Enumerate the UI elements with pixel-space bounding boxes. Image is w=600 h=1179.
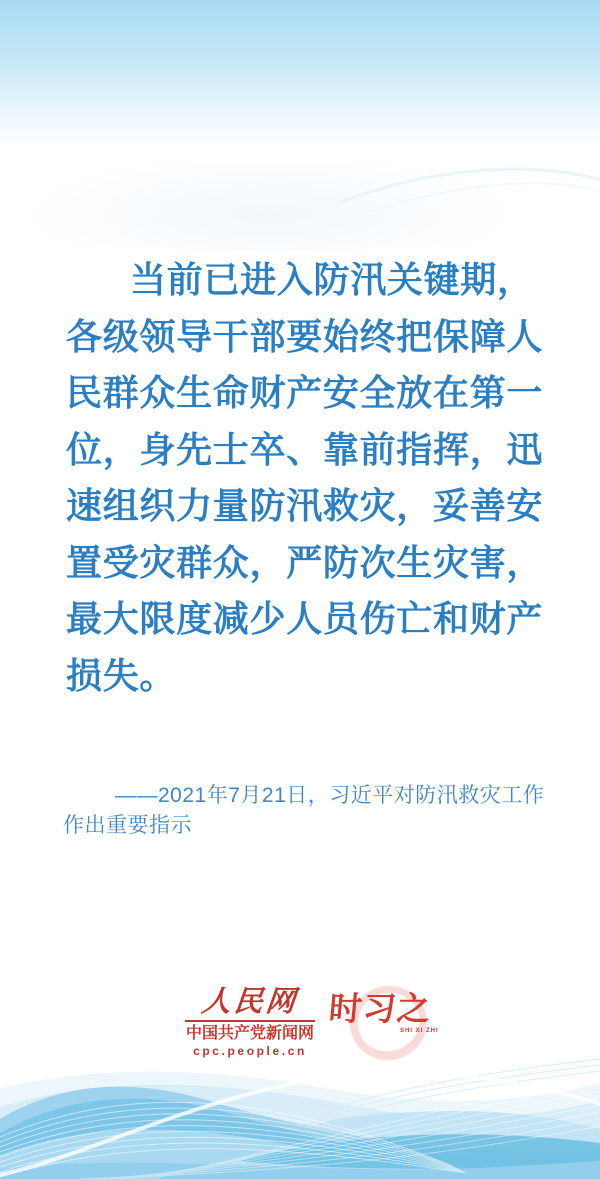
quote-line: 各级领导干部要始终把保障人 bbox=[66, 315, 544, 357]
shixizhi-logo bbox=[320, 984, 440, 1054]
quote-line: 速组织力量防汛救灾，妥善安 bbox=[66, 485, 544, 526]
quote-line: 位，身先士卒、靠前指挥，迅 bbox=[66, 428, 544, 470]
quote-line: 置受灾群众，严防次生灾害， bbox=[66, 541, 544, 583]
peoples-daily-wordmark: 人民网 bbox=[200, 984, 300, 1018]
top-right-swoosh-decoration bbox=[340, 150, 600, 220]
shixizhi-wordmark: 时习之 bbox=[327, 990, 433, 1027]
attribution bbox=[63, 781, 545, 841]
quote-line: 最大限度减少人员伤亡和财产 bbox=[66, 598, 544, 639]
peoples-daily-logo bbox=[185, 984, 315, 1058]
quote-line: 民群众生命财产安全放在第一 bbox=[66, 372, 544, 413]
bottom-waves-decoration bbox=[0, 1049, 600, 1179]
attribution-line: 作出重要指示 bbox=[63, 814, 192, 837]
attribution-line: ——2021年7月21日，习近平对防汛救灾工作 bbox=[115, 784, 545, 807]
peoples-daily-url: cpc.people.cn bbox=[193, 1044, 307, 1058]
quote-block bbox=[66, 252, 552, 704]
shixizhi-subtext: SHI XI ZHI bbox=[400, 1028, 439, 1034]
quote-line: 损失。 bbox=[66, 654, 177, 696]
logo-underline bbox=[185, 1020, 315, 1022]
sky-gradient-background bbox=[0, 0, 600, 150]
quote-line: 当前已进入防汛关键期， bbox=[130, 259, 534, 300]
peoples-daily-subtitle: 中国共产党新闻网 bbox=[185, 1025, 314, 1042]
